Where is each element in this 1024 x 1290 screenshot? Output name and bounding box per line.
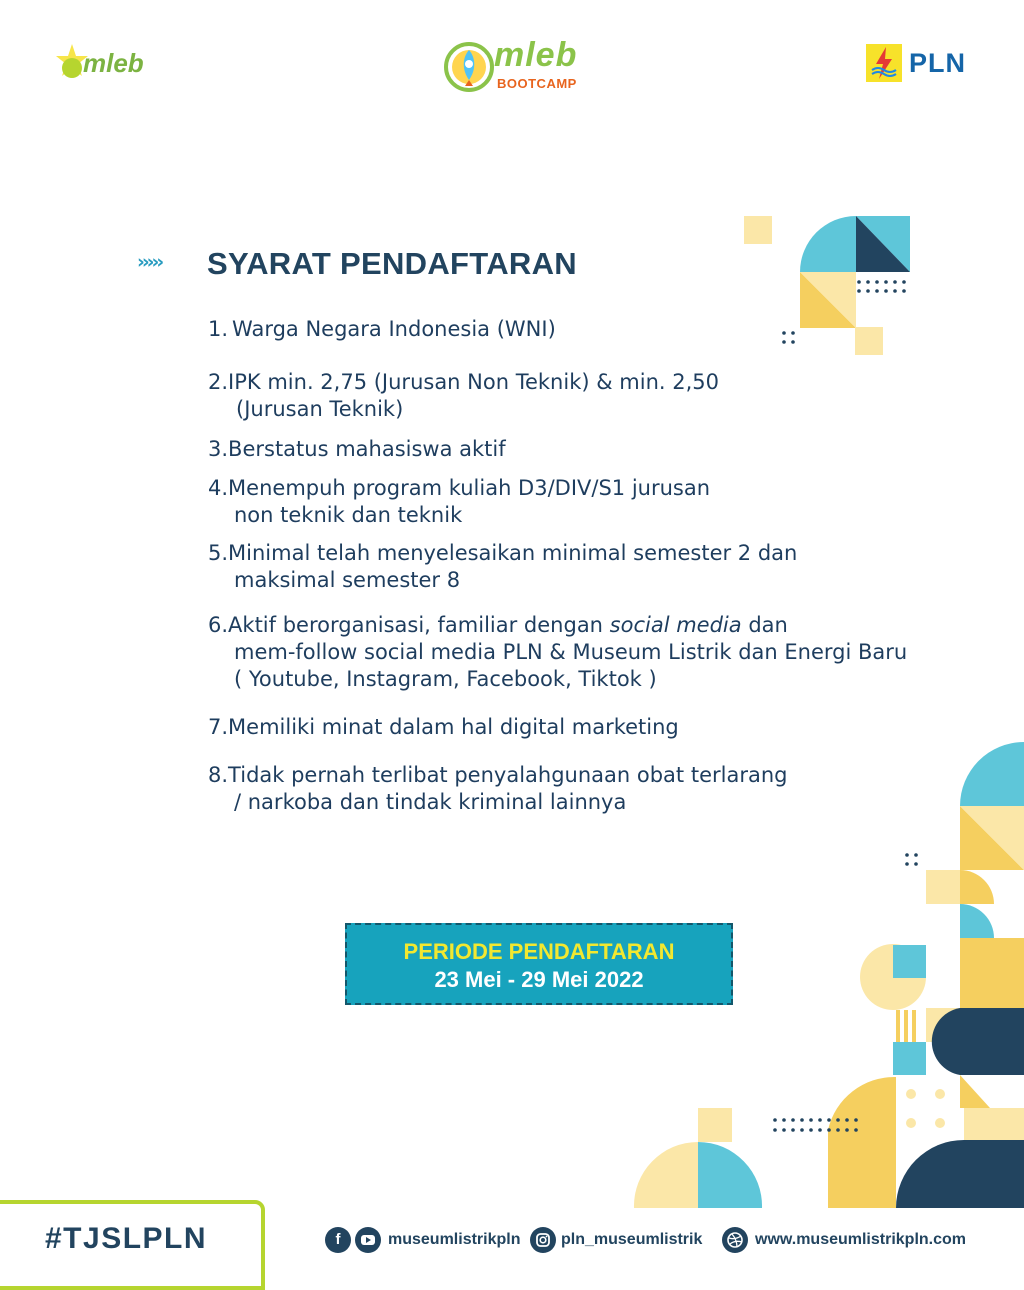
list-item-number: 7. (208, 715, 229, 739)
pln-logo (866, 44, 971, 84)
period-title: PERIODE PENDAFTARAN (403, 939, 675, 964)
bootcamp-label: BOOTCAMP (497, 76, 577, 91)
mleb-bootcamp-logo (444, 36, 584, 96)
list-item (208, 762, 787, 816)
list-item (208, 714, 679, 741)
page-title: SYARAT PENDAFTARAN (207, 246, 577, 281)
list-item (208, 369, 719, 423)
heading-arrows-icon: ››››› (137, 251, 162, 273)
list-item-number: 3. (208, 437, 229, 461)
list-item-text: IPK min. 2,75 (Jurusan Non Teknik) & min. 2,50 (228, 370, 719, 394)
list-item-text: Berstatus mahasiswa aktif (228, 437, 506, 461)
list-item-number: 8. (208, 763, 229, 787)
website-link[interactable]: www.museumlistrikpln.com (755, 1231, 967, 1248)
list-item-text-cont: / narkoba dan tindak kriminal lainnya (234, 790, 627, 814)
rocket-icon (444, 40, 494, 92)
dribbble-globe-icon[interactable] (722, 1227, 748, 1253)
facebook-icon[interactable]: f (325, 1227, 351, 1253)
list-item (208, 316, 556, 343)
list-item-text-emphasis: social media (609, 613, 742, 637)
list-item-text: Aktif berorganisasi, familiar dengan (228, 613, 610, 637)
list-item-text: Memiliki minat dalam hal digital marketing (228, 715, 679, 739)
instagram-icon[interactable] (530, 1227, 556, 1253)
pln-logo-text: PLN (909, 48, 966, 78)
period-dates: 23 Mei - 29 Mei 2022 (434, 967, 644, 992)
registration-period-box (345, 923, 733, 1005)
list-item-number: 2. (208, 370, 229, 394)
list-item-text-cont: (Jurusan Teknik) (236, 397, 404, 421)
facebook-youtube-handle[interactable]: museumlistrikpln (388, 1231, 521, 1248)
list-item-number: 1. (208, 317, 229, 341)
list-item (208, 612, 907, 693)
list-item-number: 5. (208, 541, 229, 565)
list-item-text-cont: mem-follow social media PLN & Museum Listrik dan Energi Baru (234, 640, 908, 664)
hashtag: #TJSLPLN (45, 1222, 208, 1255)
list-item-text: Menempuh program kuliah D3/DIV/S1 jurusan (228, 476, 711, 500)
list-item-number: 4. (208, 476, 229, 500)
list-item-text: dan (741, 613, 788, 637)
list-item-text: Warga Negara Indonesia (WNI) (232, 317, 556, 341)
list-item-text-cont: non teknik dan teknik (234, 503, 463, 527)
mleb-logo-left (55, 42, 165, 87)
list-item-text-cont: ( Youtube, Instagram, Facebook, Tiktok ) (234, 667, 657, 691)
mleb-bootcamp-title: mleb (494, 36, 578, 74)
list-item-text: Tidak pernah terlibat penyalahgunaan obat terlarang (228, 763, 788, 787)
list-item (208, 475, 710, 529)
list-item (208, 436, 506, 463)
list-item (208, 540, 797, 594)
list-item-text: Minimal telah menyelesaikan minimal semester 2 dan (228, 541, 798, 565)
list-item-number: 6. (208, 613, 229, 637)
mleb-logo-left-text: mleb (83, 48, 144, 78)
lightning-icon (866, 44, 902, 82)
youtube-icon[interactable] (355, 1227, 381, 1253)
instagram-handle[interactable]: pln_museumlistrik (561, 1231, 703, 1248)
list-item-text-cont: maksimal semester 8 (234, 568, 461, 592)
